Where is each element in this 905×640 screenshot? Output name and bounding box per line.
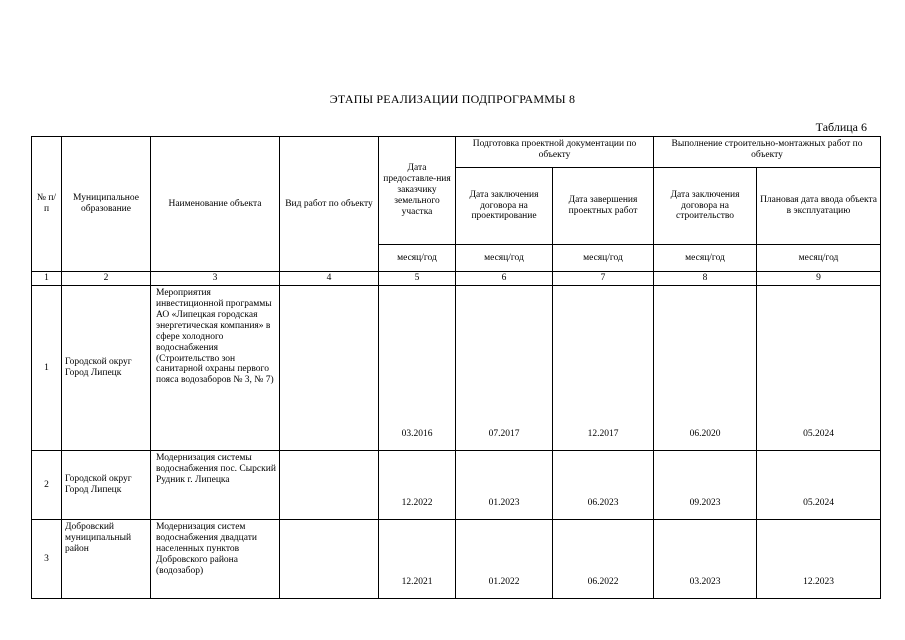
table-label: Таблица 6 [815,120,867,134]
row-municipality: Городской округ Город Липецк [62,286,151,451]
row-object-name: Мероприятия инвестиционной программы АО «Липецкая городская энергетическая компания» в сфере холодного водоснабжения (Строительство зон санитарной охраны первого пояса водозаборов № 3, № 7) [151,286,280,451]
unit-cell: месяц/год [553,245,654,272]
row-commission: 12.2023 [757,520,881,599]
column-number: 1 [32,272,62,286]
header-design-group: Подготовка проектной документации по объекту [456,137,654,168]
table-row [32,520,881,599]
row-object-name: Модернизация систем водоснабжения двадцати населенных пунктов Добровского района (водозабор) [151,520,280,599]
row-object-name: Модернизация системы водоснабжения пос. Сырский Рудник г. Липецка [151,451,280,520]
unit-cell: месяц/год [654,245,757,272]
row-num: 1 [32,286,62,451]
row-design-end: 06.2023 [553,451,654,520]
row-design-contract: 01.2022 [456,520,553,599]
row-build-contract: 06.2020 [654,286,757,451]
column-number: 2 [62,272,151,286]
row-design-contract: 01.2023 [456,451,553,520]
header-build-group: Выполнение строительно-монтажных работ по объекту [654,137,881,168]
column-number: 7 [553,272,654,286]
header-design-contract: Дата заключения договора на проектирование [456,168,553,245]
row-land-date: 12.2021 [379,520,456,599]
row-land-date: 12.2022 [379,451,456,520]
column-number: 3 [151,272,280,286]
row-work-type [280,286,379,451]
row-num: 3 [32,520,62,599]
stages-table [31,136,881,599]
header-work-type: Вид работ по объекту [280,137,379,272]
unit-cell: месяц/год [456,245,553,272]
unit-cell: месяц/год [757,245,881,272]
row-work-type [280,520,379,599]
header-num: № п/п [32,137,62,272]
row-num: 2 [32,451,62,520]
row-design-end: 06.2022 [553,520,654,599]
column-number: 8 [654,272,757,286]
row-work-type [280,451,379,520]
row-build-contract: 03.2023 [654,520,757,599]
column-number: 4 [280,272,379,286]
table-row [32,286,881,451]
row-build-contract: 09.2023 [654,451,757,520]
column-number: 9 [757,272,881,286]
unit-cell: месяц/год [379,245,456,272]
row-design-end: 12.2017 [553,286,654,451]
row-municipality: Добровский муниципальный район [62,520,151,599]
header-design-end: Дата завершения проектных работ [553,168,654,245]
row-commission: 05.2024 [757,451,881,520]
row-municipality: Городской округ Город Липецк [62,451,151,520]
column-number: 6 [456,272,553,286]
page-title: ЭТАПЫ РЕАЛИЗАЦИИ ПОДПРОГРАММЫ 8 [329,92,576,106]
header-object-name: Наименование объекта [151,137,280,272]
row-design-contract: 07.2017 [456,286,553,451]
row-land-date: 03.2016 [379,286,456,451]
header-land-date: Дата предоставле-ния заказчику земельного участка [379,137,456,245]
table-row [32,451,881,520]
column-number: 5 [379,272,456,286]
header-build-contract: Дата заключения договора на строительство [654,168,757,245]
header-commission: Плановая дата ввода объекта в эксплуатацию [757,168,881,245]
header-municipality: Муниципальное образование [62,137,151,272]
row-commission: 05.2024 [757,286,881,451]
